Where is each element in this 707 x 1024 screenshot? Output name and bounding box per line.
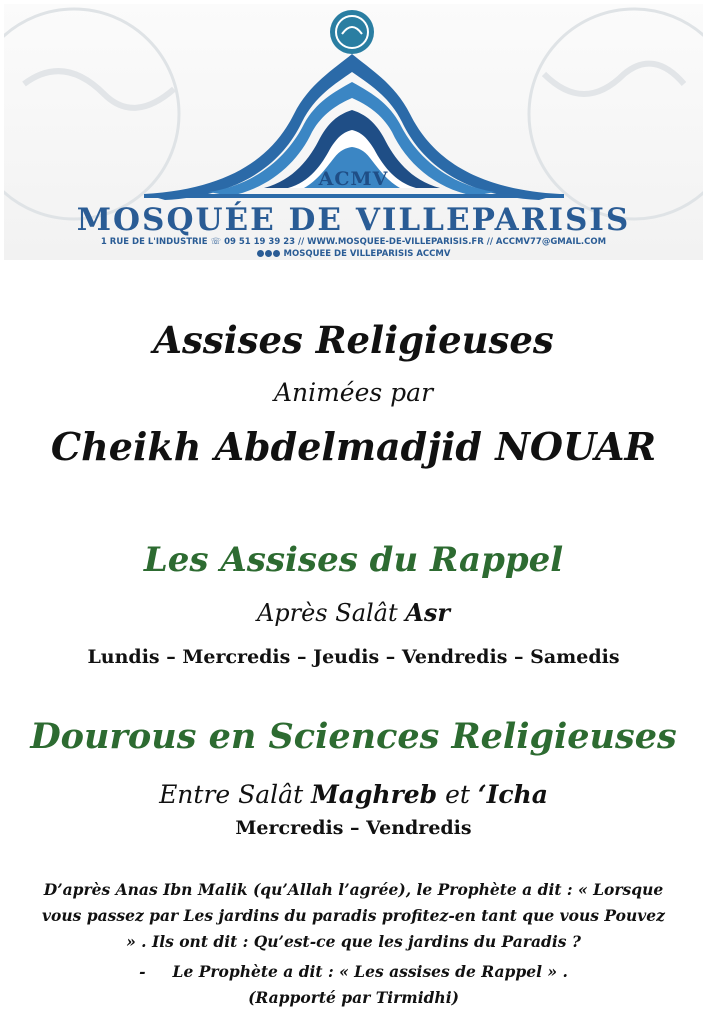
- section2-connector: et: [437, 780, 478, 809]
- speaker-name: Cheikh Abdelmadjid NOUAR: [50, 424, 657, 469]
- section2-time-prefix: Entre Salât: [159, 780, 312, 809]
- section1-time-prefix: Après Salât: [256, 599, 406, 627]
- section2-time: [0, 780, 707, 809]
- hadith-line-1: D’après Anas Ibn Malik (qu’Allah l’agrée), le Prophète a dit : « Lorsque: [43, 880, 664, 899]
- hadith-line-2: vous passez par Les jardins du paradis profitez-en tant que vous Pouvez: [42, 906, 665, 925]
- mosque-banner: [4, 4, 703, 260]
- section2-prayer2: ‘Icha: [477, 780, 548, 809]
- page-subtitle: Animées par: [273, 378, 434, 407]
- instagram-icon: [265, 250, 272, 257]
- page-title: Assises Religieuses: [153, 318, 554, 362]
- banner-mosque-name: MOSQUÉE DE VILLEPARISIS: [76, 202, 631, 238]
- banner-social-text: MOSQUEE DE VILLEPARISIS ACCMV: [283, 249, 451, 259]
- hadith-line-4: - Le Prophète a dit : « Les assises de Rappel » .: [139, 962, 568, 981]
- section2-prayer1: Maghreb: [311, 780, 438, 809]
- banner-social-line: [4, 249, 703, 259]
- section2-heading: Dourous en Sciences Religieuses: [30, 716, 677, 757]
- section1-heading: Les Assises du Rappel: [143, 540, 564, 580]
- banner-contact-line: 1 RUE DE L'INDUSTRIE ☏ 09 51 19 39 23 // WWW.MOSQUEE-DE-VILLEPARISIS.FR // ACCMV77@GMAIL.COM: [100, 237, 607, 247]
- section1-days: Lundis – Mercredis – Jeudis – Vendredis – Samedis: [87, 646, 620, 668]
- banner-acronym: ACMV: [318, 168, 389, 190]
- section1-time: [0, 598, 707, 627]
- hadith-source: (Rapporté par Tirmidhi): [248, 988, 459, 1007]
- youtube-icon: [273, 250, 280, 257]
- facebook-icon: [257, 250, 264, 257]
- section2-days: Mercredis – Vendredis: [235, 817, 472, 839]
- hadith-line-3: » . Ils ont dit : Qu’est-ce que les jardins du Paradis ?: [126, 932, 581, 951]
- section1-prayer: Asr: [405, 598, 451, 627]
